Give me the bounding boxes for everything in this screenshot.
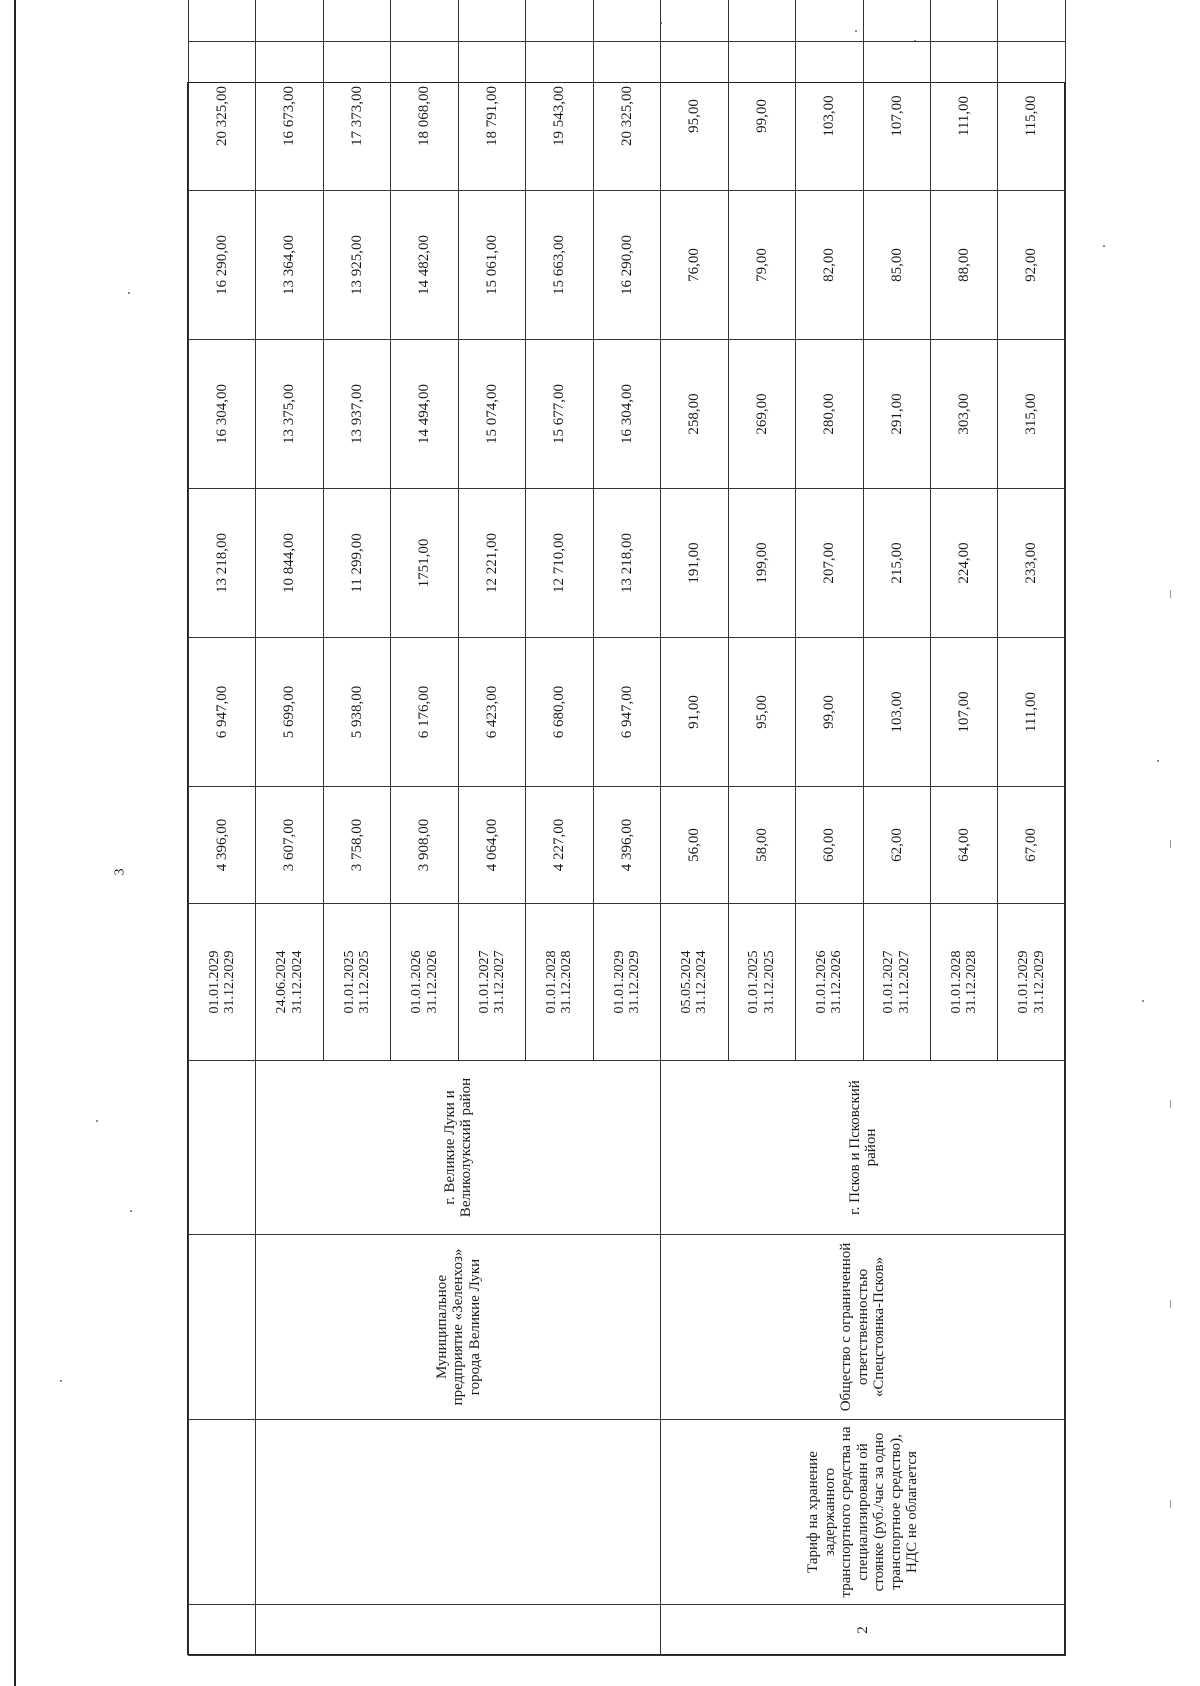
value-cell: 15 061,00 xyxy=(458,191,525,340)
organization-cell xyxy=(256,1235,661,1420)
organization-name: Муниципальное предприятие «Зеленхоз» города Великие Луки xyxy=(433,1248,483,1406)
period-cell xyxy=(998,904,1066,1061)
page-number: 3 xyxy=(112,868,128,876)
value-cell: 107,00 xyxy=(930,638,997,787)
value-cell: 15 074,00 xyxy=(458,340,525,489)
area-cell xyxy=(661,1061,1066,1235)
value-cell: 56,00 xyxy=(661,787,728,904)
period-to: 31.12.2027 xyxy=(492,950,508,1014)
period-to: 31.12.2025 xyxy=(357,950,373,1014)
period-to: 31.12.2026 xyxy=(424,950,440,1014)
value-cell: 67,00 xyxy=(998,787,1066,904)
value-cell xyxy=(661,0,728,42)
value-cell: 4 396,00 xyxy=(189,787,256,904)
value-cell: 224,00 xyxy=(930,489,997,638)
value-cell: 6 176,00 xyxy=(391,638,458,787)
value-cell: 111,00 xyxy=(998,638,1066,787)
value-cell: 3 758,00 xyxy=(323,787,390,904)
period-from: 01.01.2026 xyxy=(813,950,829,1014)
value-cell: 111,00 xyxy=(930,42,997,191)
value-cell: 11 299,00 xyxy=(323,489,390,638)
table-row xyxy=(256,0,323,1656)
value-cell xyxy=(796,0,863,42)
area-cell xyxy=(189,1061,256,1235)
value-cell: 18 791,00 xyxy=(458,42,525,191)
value-cell xyxy=(728,0,795,42)
value-cell: 233,00 xyxy=(998,489,1066,638)
period-from: 01.01.2029 xyxy=(1016,950,1032,1014)
value-cell xyxy=(391,0,458,42)
value-cell: 79,00 xyxy=(728,191,795,340)
table-row xyxy=(189,0,256,1656)
value-cell: 4 064,00 xyxy=(458,787,525,904)
value-cell: 13 375,00 xyxy=(256,340,323,489)
period-cell xyxy=(458,904,525,1061)
value-cell xyxy=(458,0,525,42)
value-cell: 15 663,00 xyxy=(526,191,593,340)
period-cell xyxy=(256,904,323,1061)
value-cell: 16 304,00 xyxy=(189,340,256,489)
value-cell: 12 710,00 xyxy=(526,489,593,638)
value-cell: 13 925,00 xyxy=(323,191,390,340)
scan-speck xyxy=(1103,245,1105,247)
value-cell: 13 364,00 xyxy=(256,191,323,340)
scan-mark xyxy=(1170,1300,1171,1308)
tariff-table xyxy=(188,0,1066,1656)
value-cell: 3 908,00 xyxy=(391,787,458,904)
value-cell: 191,00 xyxy=(661,489,728,638)
value-cell: 76,00 xyxy=(661,191,728,340)
scan-speck xyxy=(128,292,130,294)
period-from: 01.01.2027 xyxy=(881,950,897,1014)
value-cell: 16 304,00 xyxy=(593,340,660,489)
period-from: 01.01.2028 xyxy=(948,950,964,1014)
value-cell: 85,00 xyxy=(863,191,930,340)
value-cell xyxy=(323,0,390,42)
organization-cell xyxy=(661,1235,1066,1420)
value-cell: 6 947,00 xyxy=(189,638,256,787)
value-cell: 215,00 xyxy=(863,489,930,638)
value-cell: 5 938,00 xyxy=(323,638,390,787)
period-from: 01.01.2025 xyxy=(341,950,357,1014)
organization-name: Общество с ограниченной ответственностью «Спецстоянка-Псков» xyxy=(838,1242,888,1412)
period-to: 31.12.2024 xyxy=(289,950,305,1014)
value-cell: 4 227,00 xyxy=(526,787,593,904)
value-cell: 12 221,00 xyxy=(458,489,525,638)
value-cell: 99,00 xyxy=(728,42,795,191)
value-cell xyxy=(256,0,323,42)
value-cell: 107,00 xyxy=(863,42,930,191)
area-cell xyxy=(256,1061,661,1235)
value-cell: 103,00 xyxy=(863,638,930,787)
period-to: 31.12.2028 xyxy=(559,950,575,1014)
value-cell: 16 673,00 xyxy=(256,42,323,191)
scan-speck xyxy=(1142,1000,1144,1002)
value-cell: 60,00 xyxy=(796,787,863,904)
period-from: 01.01.2028 xyxy=(544,950,560,1014)
period-to: 31.12.2027 xyxy=(896,950,912,1014)
value-cell xyxy=(593,0,660,42)
scan-mark xyxy=(1170,590,1171,598)
value-cell: 95,00 xyxy=(661,42,728,191)
area-name: г. Великие Луки и Великолукский район xyxy=(441,1077,475,1218)
period-from: 01.01.2025 xyxy=(746,950,762,1014)
value-cell: 62,00 xyxy=(863,787,930,904)
row-number-cell xyxy=(189,1605,256,1656)
scan-mark xyxy=(1170,1100,1171,1108)
value-cell: 14 482,00 xyxy=(391,191,458,340)
rotated-table-wrapper xyxy=(188,83,1066,1656)
value-cell: 303,00 xyxy=(930,340,997,489)
area-name: г. Псков и Псковский район xyxy=(846,1080,880,1215)
tariff-name-cell xyxy=(256,1420,661,1605)
value-cell: 20 325,00 xyxy=(593,42,660,191)
value-cell: 91,00 xyxy=(661,638,728,787)
value-cell: 199,00 xyxy=(728,489,795,638)
period-from: 01.01.2027 xyxy=(476,950,492,1014)
value-cell: 64,00 xyxy=(930,787,997,904)
row-number-cell: 2 xyxy=(661,1605,1066,1656)
scan-speck xyxy=(96,1120,98,1122)
value-cell xyxy=(863,0,930,42)
period-from: 01.01.2029 xyxy=(206,950,222,1014)
value-cell: 13 218,00 xyxy=(593,489,660,638)
value-cell: 16 290,00 xyxy=(593,191,660,340)
value-cell: 13 218,00 xyxy=(189,489,256,638)
value-cell: 10 844,00 xyxy=(256,489,323,638)
organization-cell xyxy=(189,1235,256,1420)
period-cell xyxy=(526,904,593,1061)
value-cell: 95,00 xyxy=(728,638,795,787)
period-cell xyxy=(728,904,795,1061)
period-from: 24.06.2024 xyxy=(274,950,290,1014)
value-cell: 103,00 xyxy=(796,42,863,191)
period-cell xyxy=(189,904,256,1061)
value-cell xyxy=(930,0,997,42)
value-cell: 5 699,00 xyxy=(256,638,323,787)
value-cell xyxy=(526,0,593,42)
scan-mark xyxy=(1170,1500,1171,1508)
value-cell: 115,00 xyxy=(998,42,1066,191)
period-cell xyxy=(796,904,863,1061)
value-cell: 3 607,00 xyxy=(256,787,323,904)
period-cell xyxy=(391,904,458,1061)
tariff-name-cell xyxy=(661,1420,1066,1605)
value-cell xyxy=(189,0,256,42)
period-to: 31.12.2025 xyxy=(761,950,777,1014)
value-cell: 82,00 xyxy=(796,191,863,340)
period-from: 01.01.2026 xyxy=(409,950,425,1014)
value-cell: 258,00 xyxy=(661,340,728,489)
page-edge-line xyxy=(14,0,16,1686)
period-to: 31.12.2026 xyxy=(829,950,845,1014)
value-cell: 16 290,00 xyxy=(189,191,256,340)
table-row xyxy=(661,0,728,1656)
period-to: 31.12.2029 xyxy=(1031,950,1047,1014)
period-from: 05.05.2024 xyxy=(679,950,694,1014)
period-cell xyxy=(323,904,390,1061)
value-cell: 17 373,00 xyxy=(323,42,390,191)
period-to: 31.12.2029 xyxy=(222,950,238,1014)
period-to: 31.12.2028 xyxy=(964,950,980,1014)
value-cell: 6 680,00 xyxy=(526,638,593,787)
period-cell xyxy=(863,904,930,1061)
value-cell: 291,00 xyxy=(863,340,930,489)
value-cell: 58,00 xyxy=(728,787,795,904)
period-to: 31.12.2029 xyxy=(626,950,642,1014)
value-cell: 88,00 xyxy=(930,191,997,340)
value-cell: 20 325,00 xyxy=(189,42,256,191)
value-cell: 315,00 xyxy=(998,340,1066,489)
scan-speck xyxy=(60,1380,62,1382)
value-cell: 280,00 xyxy=(796,340,863,489)
period-cell xyxy=(593,904,660,1061)
value-cell: 13 937,00 xyxy=(323,340,390,489)
tariff-name: Тариф на хранение задержанного транспортного средства на специализированн ой стоянке (руб./час за одно транспортное средство), НДС не облагается xyxy=(805,1426,921,1598)
period-to: 31.12.2024 xyxy=(694,950,710,1014)
period-cell xyxy=(930,904,997,1061)
value-cell: 92,00 xyxy=(998,191,1066,340)
value-cell: 1751,00 xyxy=(391,489,458,638)
scan-mark xyxy=(1170,840,1171,848)
value-cell: 4 396,00 xyxy=(593,787,660,904)
value-cell: 207,00 xyxy=(796,489,863,638)
row-number-cell xyxy=(256,1605,661,1656)
value-cell: 6 423,00 xyxy=(458,638,525,787)
value-cell: 15 677,00 xyxy=(526,340,593,489)
period-from: 01.01.2029 xyxy=(611,950,627,1014)
tariff-table-frame xyxy=(187,82,1065,1655)
scan-speck xyxy=(1157,760,1159,762)
scan-speck xyxy=(130,1210,132,1212)
value-cell: 269,00 xyxy=(728,340,795,489)
value-cell: 99,00 xyxy=(796,638,863,787)
value-cell: 19 543,00 xyxy=(526,42,593,191)
value-cell: 18 068,00 xyxy=(391,42,458,191)
value-cell: 14 494,00 xyxy=(391,340,458,489)
period-cell xyxy=(661,904,728,1061)
value-cell: 6 947,00 xyxy=(593,638,660,787)
tariff-name-cell xyxy=(189,1420,256,1605)
value-cell xyxy=(998,0,1066,42)
